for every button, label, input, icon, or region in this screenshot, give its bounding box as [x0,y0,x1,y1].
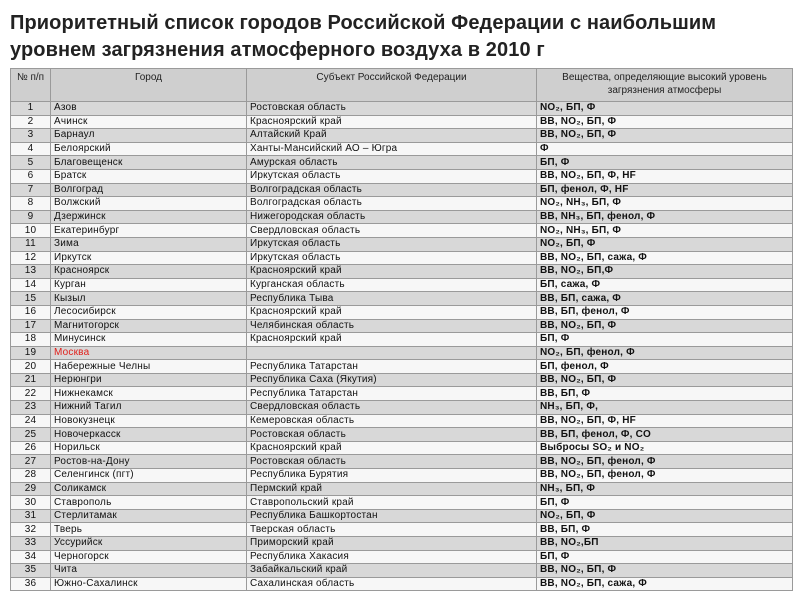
row-region: Республика Саха (Якутия) [247,373,537,387]
row-substances: БП, Ф [537,156,793,170]
page-title: Приоритетный список городов Российской Федерации с наибольшим уровнем загрязнения атмосферного воздуха в 2010 г [10,12,717,61]
row-num: 35 [11,564,51,578]
row-num: 33 [11,537,51,551]
row-substances: ВВ, NO₂, БП, Ф, HF [537,414,793,428]
row-city: Братск [51,169,247,183]
table-row [11,401,793,415]
row-region: Красноярский край [247,115,537,129]
row-substances: Ф [537,142,793,156]
table-row [11,360,793,374]
row-region: Пермский край [247,482,537,496]
row-substances: ВВ, NO₂, БП, фенол, Ф [537,469,793,483]
row-num: 34 [11,550,51,564]
row-region: Свердловская область [247,401,537,415]
table-row [11,102,793,116]
table-row [11,129,793,143]
row-substances: БП, Ф [537,550,793,564]
row-region: Волгоградская область [247,183,537,197]
row-num: 2 [11,115,51,129]
row-city: Дзержинск [51,210,247,224]
row-region: Ханты-Мансийский АО – Югра [247,142,537,156]
row-num: 6 [11,169,51,183]
header-num: № п/п [11,69,51,102]
row-city: Ростов-на-Дону [51,455,247,469]
table-row [11,115,793,129]
row-city: Иркутск [51,251,247,265]
table-row [11,509,793,523]
row-city: Белоярский [51,142,247,156]
row-num: 16 [11,305,51,319]
row-region: Республика Тыва [247,292,537,306]
row-city: Лесосибирск [51,305,247,319]
row-num: 4 [11,142,51,156]
table-row [11,251,793,265]
row-city: Норильск [51,441,247,455]
row-num: 18 [11,333,51,347]
table-row [11,237,793,251]
row-num: 26 [11,441,51,455]
row-region [247,346,537,360]
row-region: Иркутская область [247,237,537,251]
row-region: Республика Татарстан [247,387,537,401]
row-substances: NO₂, NH₃, БП, Ф [537,224,793,238]
header-substances: Вещества, определяющие высокий уровень загрязнения атмосферы [537,69,793,102]
row-substances: ВВ, NO₂, БП, Ф [537,373,793,387]
row-num: 15 [11,292,51,306]
row-region: Сахалинская область [247,577,537,591]
table-row [11,278,793,292]
row-num: 9 [11,210,51,224]
table-row [11,523,793,537]
row-region: Приморский край [247,537,537,551]
row-region: Нижегородская область [247,210,537,224]
row-region: Ростовская область [247,102,537,116]
row-substances: БП, фенол, Ф [537,360,793,374]
row-city: Селенгинск (пгт) [51,469,247,483]
row-num: 13 [11,265,51,279]
row-city: Ачинск [51,115,247,129]
table-row [11,183,793,197]
table-row [11,156,793,170]
table-row [11,441,793,455]
row-city: Нерюнгри [51,373,247,387]
header-row [11,69,793,102]
row-substances: ВВ, NO₂, БП, сажа, Ф [537,577,793,591]
table-row [11,197,793,211]
row-city: Южно-Сахалинск [51,577,247,591]
row-city: Нижний Тагил [51,401,247,415]
row-region: Челябинская область [247,319,537,333]
table-row [11,346,793,360]
table-row [11,319,793,333]
table-row [11,333,793,347]
row-region: Забайкальский край [247,564,537,578]
table-row [11,577,793,591]
row-city: Волжский [51,197,247,211]
row-city: Соликамск [51,482,247,496]
row-substances: Выбросы SO₂ и NO₂ [537,441,793,455]
row-num: 32 [11,523,51,537]
row-substances: ВВ, NO₂, БП, Ф [537,129,793,143]
row-region: Республика Хакасия [247,550,537,564]
table-row [11,414,793,428]
row-city: Барнаул [51,129,247,143]
row-city: Стерлитамак [51,509,247,523]
row-num: 19 [11,346,51,360]
table-row [11,496,793,510]
row-region: Свердловская область [247,224,537,238]
row-substances: БП, сажа, Ф [537,278,793,292]
row-substances: ВВ, NO₂, БП, Ф, HF [537,169,793,183]
row-region: Республика Бурятия [247,469,537,483]
row-num: 30 [11,496,51,510]
row-region: Ростовская область [247,428,537,442]
row-city: Кызыл [51,292,247,306]
row-num: 10 [11,224,51,238]
table-row [11,564,793,578]
row-city: Минусинск [51,333,247,347]
row-substances: БП, фенол, Ф, HF [537,183,793,197]
row-city: Черногорск [51,550,247,564]
row-city: Ставрополь [51,496,247,510]
table-row [11,387,793,401]
table-row [11,428,793,442]
row-region: Красноярский край [247,441,537,455]
row-city: Чита [51,564,247,578]
row-substances: ВВ, БП, Ф [537,387,793,401]
row-substances: ВВ, NO₂, БП, Ф [537,564,793,578]
row-num: 17 [11,319,51,333]
cities-table [10,68,793,591]
row-region: Республика Башкортостан [247,509,537,523]
row-city: Магнитогорск [51,319,247,333]
row-region: Курганская область [247,278,537,292]
row-num: 36 [11,577,51,591]
row-substances: NO₂, БП, Ф [537,509,793,523]
row-substances: ВВ, NO₂,БП [537,537,793,551]
table-row [11,537,793,551]
table-header [11,69,793,102]
row-substances: БП, Ф [537,496,793,510]
row-region: Тверская область [247,523,537,537]
row-city: Новочеркасск [51,428,247,442]
row-num: 7 [11,183,51,197]
row-num: 22 [11,387,51,401]
row-num: 28 [11,469,51,483]
row-substances: ВВ, БП, сажа, Ф [537,292,793,306]
table-row [11,482,793,496]
header-city: Город [51,69,247,102]
table-row [11,455,793,469]
row-num: 1 [11,102,51,116]
row-substances: NH₃, БП, Ф [537,482,793,496]
row-region: Республика Татарстан [247,360,537,374]
row-num: 12 [11,251,51,265]
table-row [11,265,793,279]
row-substances: NO₂, БП, Ф [537,237,793,251]
row-num: 31 [11,509,51,523]
row-city: Волгоград [51,183,247,197]
row-substances: ВВ, NO₂, БП, сажа, Ф [537,251,793,265]
row-region: Красноярский край [247,333,537,347]
table-row [11,469,793,483]
table-row [11,305,793,319]
row-substances: ВВ, БП, фенол, Ф, CO [537,428,793,442]
row-num: 23 [11,401,51,415]
row-num: 25 [11,428,51,442]
row-num: 8 [11,197,51,211]
table-container [10,68,792,591]
row-region: Амурская область [247,156,537,170]
row-num: 24 [11,414,51,428]
row-num: 20 [11,360,51,374]
row-city: Екатеринбург [51,224,247,238]
row-substances: ВВ, БП, Ф [537,523,793,537]
row-city: Новокузнецк [51,414,247,428]
row-num: 5 [11,156,51,170]
row-city: Нижнекамск [51,387,247,401]
row-region: Красноярский край [247,305,537,319]
row-region: Кемеровская область [247,414,537,428]
row-num: 21 [11,373,51,387]
table-row [11,292,793,306]
table-row [11,224,793,238]
row-substances: ВВ, NO₂, БП, фенол, Ф [537,455,793,469]
row-substances: ВВ, БП, фенол, Ф [537,305,793,319]
row-substances: БП, Ф [537,333,793,347]
row-city: Зима [51,237,247,251]
row-region: Алтайский Край [247,129,537,143]
row-num: 29 [11,482,51,496]
row-city: Азов [51,102,247,116]
row-substances: ВВ, NO₂, БП, Ф [537,115,793,129]
row-substances: NO₂, БП, фенол, Ф [537,346,793,360]
row-region: Иркутская область [247,169,537,183]
row-city: Набережные Челны [51,360,247,374]
row-substances: NO₂, БП, Ф [537,102,793,116]
row-city: Тверь [51,523,247,537]
header-region: Субъект Российской Федерации [247,69,537,102]
row-region: Красноярский край [247,265,537,279]
table-row [11,210,793,224]
row-substances: ВВ, NH₃, БП, фенол, Ф [537,210,793,224]
row-city: Уссурийск [51,537,247,551]
row-substances: NH₃, БП, Ф, [537,401,793,415]
row-num: 3 [11,129,51,143]
row-substances: NO₂, NH₃, БП, Ф [537,197,793,211]
row-region: Ростовская область [247,455,537,469]
row-region: Иркутская область [247,251,537,265]
row-region: Ставропольский край [247,496,537,510]
row-city: Курган [51,278,247,292]
row-num: 11 [11,237,51,251]
table-row [11,169,793,183]
row-substances: ВВ, NO₂, БП,Ф [537,265,793,279]
row-substances: ВВ, NO₂, БП, Ф [537,319,793,333]
row-num: 27 [11,455,51,469]
row-region: Волгоградская область [247,197,537,211]
table-row [11,142,793,156]
row-city: Красноярск [51,265,247,279]
row-city: Москва [51,346,247,360]
table-body [11,102,793,591]
table-row [11,550,793,564]
row-num: 14 [11,278,51,292]
row-city: Благовещенск [51,156,247,170]
table-row [11,373,793,387]
